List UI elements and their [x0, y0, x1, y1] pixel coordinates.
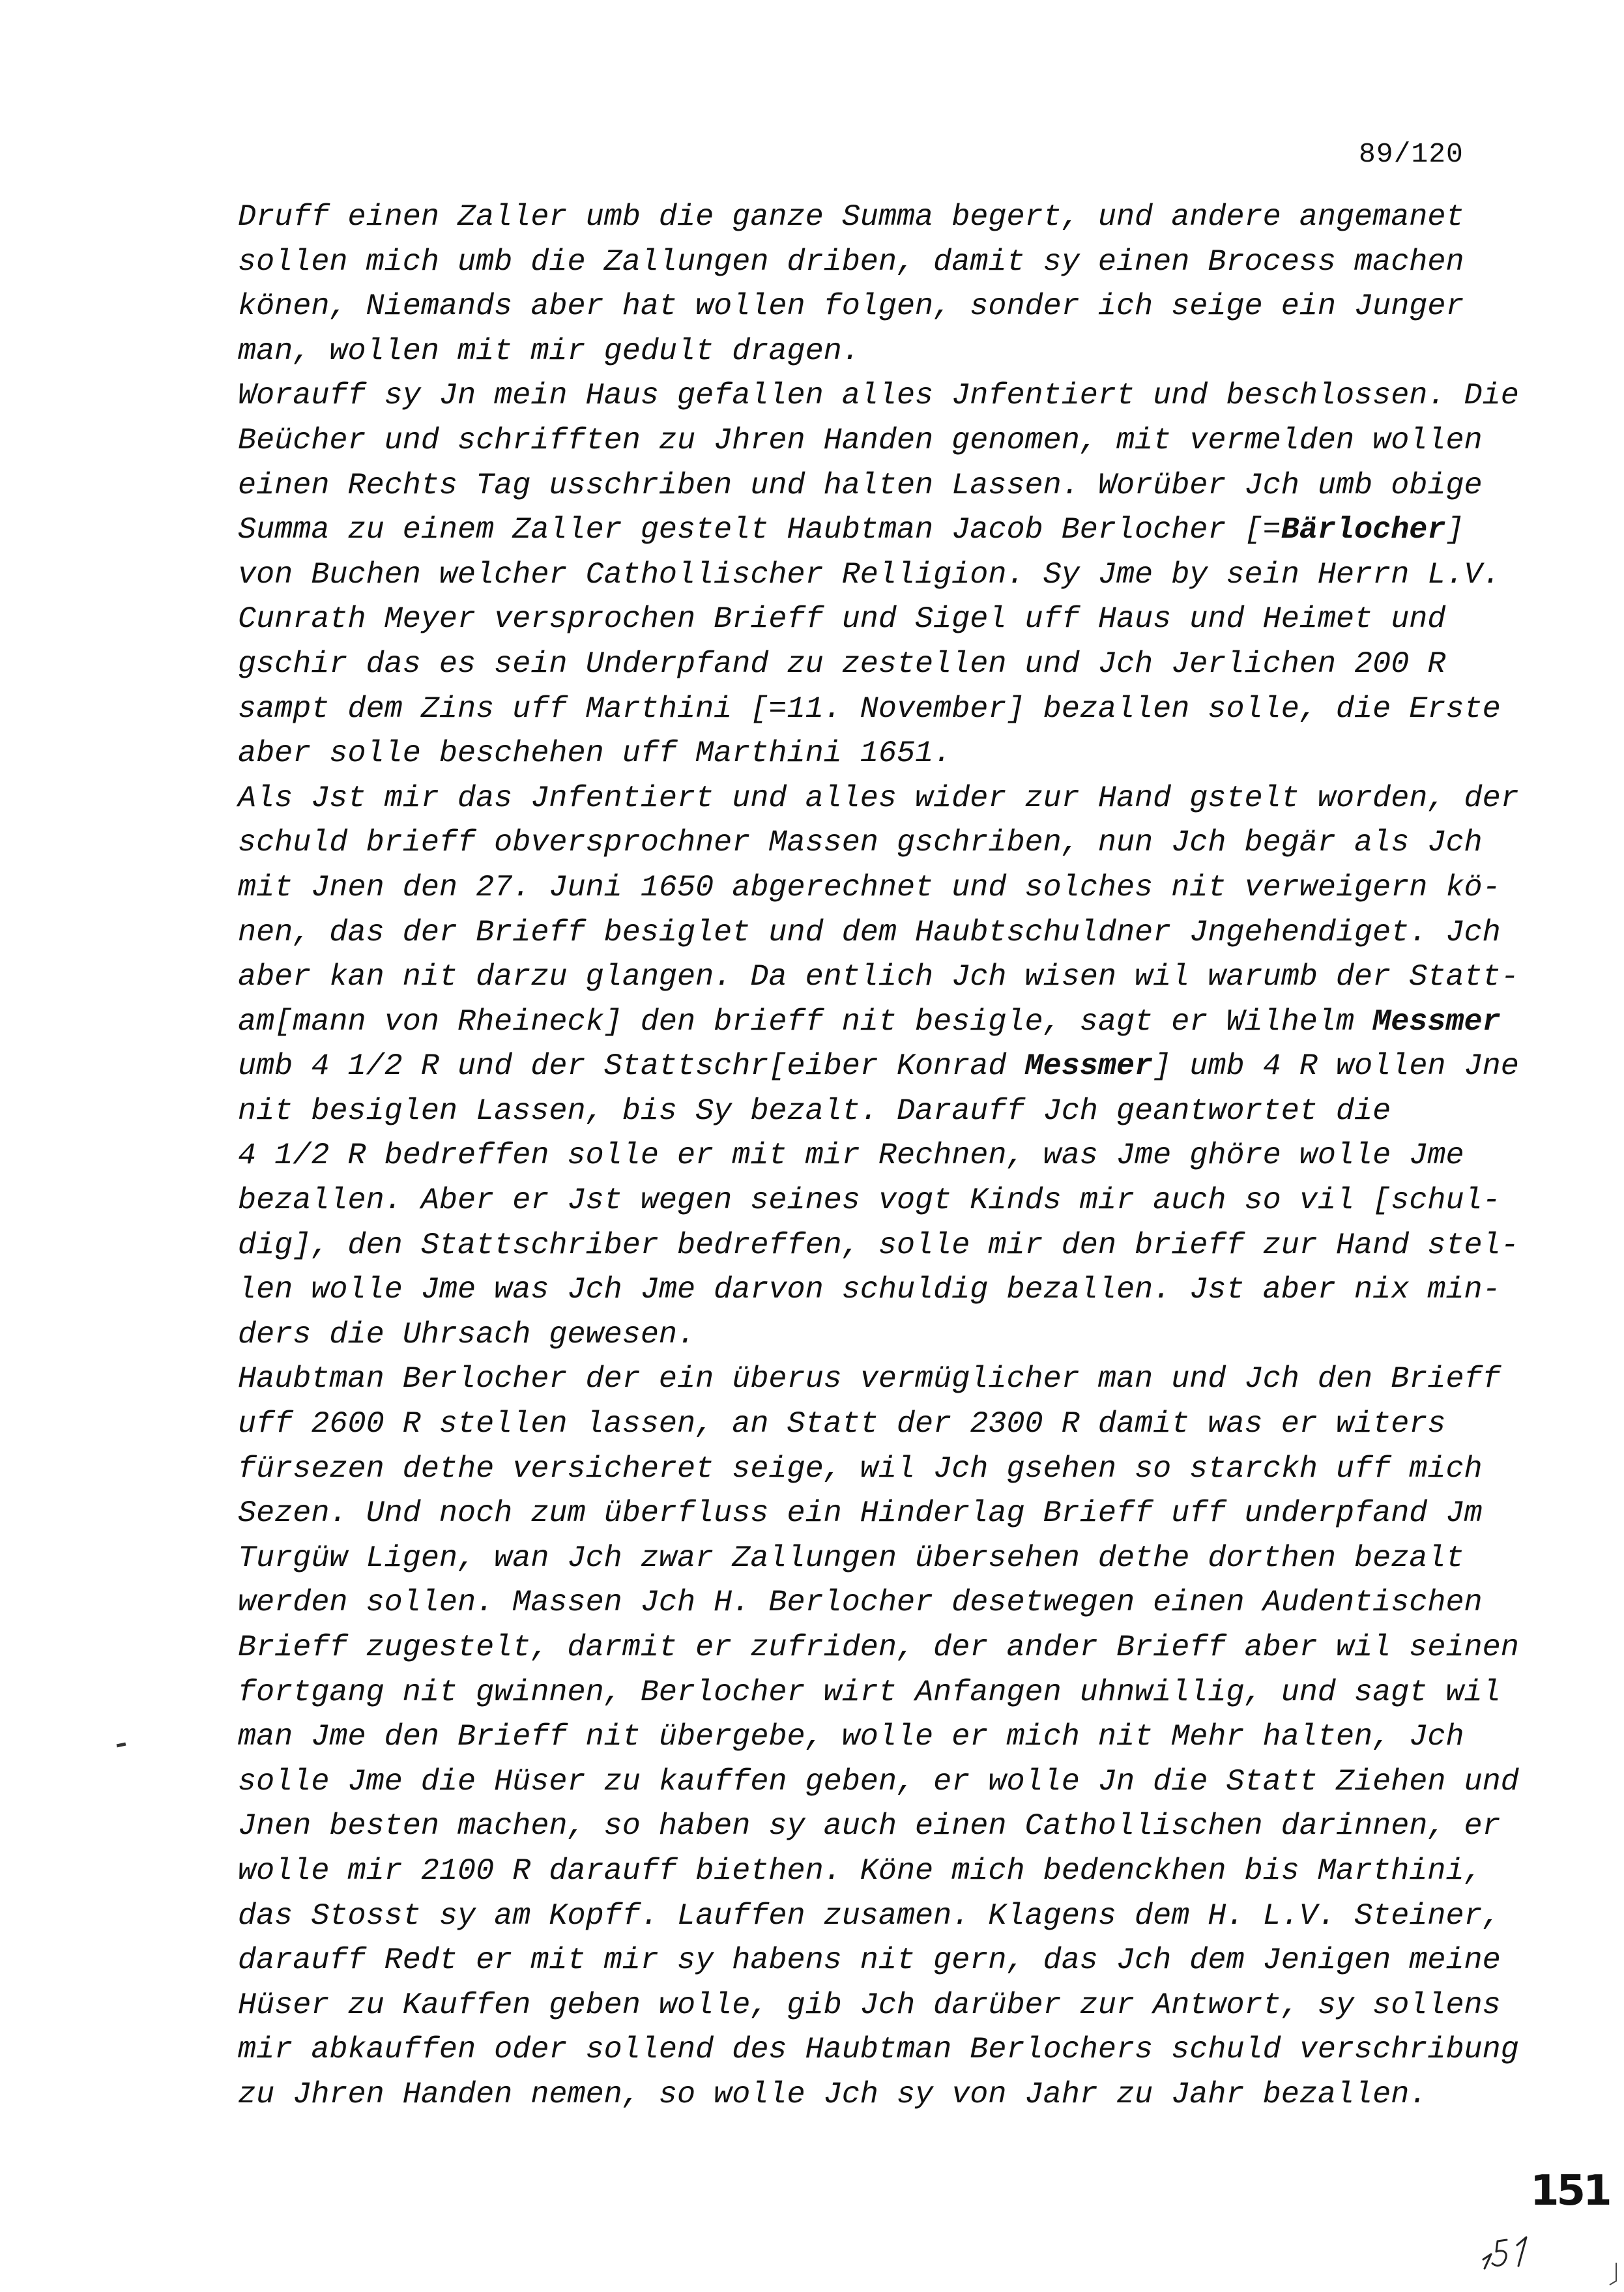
text-segment: solle Jme die Hüser zu kauffen geben, er wolle Jn die Statt Ziehen und — [238, 1764, 1519, 1799]
text-segment: zu Jhren Handen nemen, so wolle Jch sy von Jahr zu Jahr bezallen. — [238, 2077, 1428, 2112]
text-line — [238, 1045, 1519, 1090]
text-line — [238, 2028, 1519, 2073]
text-line — [238, 1402, 1515, 1447]
text-segment: Brieff zugestelt, darmit er zufriden, der ander Brieff aber wil seinen — [238, 1631, 1519, 1665]
text-line — [238, 374, 1519, 419]
text-segment: gschir das es sein Underpfand zu zestellen und Jch Jerlichen 200 R — [238, 646, 1446, 682]
text-segment: nit besiglen Lassen, bis Sy bezalt. Darauff Jch geantwortet die — [238, 1094, 1391, 1129]
text-line — [238, 777, 1519, 822]
text-segment: schuld brieff obversprochner Massen gschriben, nun Jch begär als Jch — [238, 826, 1483, 861]
bold-name: Bärlocher — [1281, 513, 1446, 548]
text-segment: Worauff sy Jn mein Haus gefallen alles Jnfentiert und beschlossen. Die — [238, 379, 1519, 414]
text-segment: nen, das der Brieff besiglet und dem Haubtschuldner Jngehendiget. Jch — [238, 915, 1501, 950]
text-line — [238, 1850, 1515, 1894]
text-line — [238, 866, 1515, 911]
text-line — [238, 643, 1515, 688]
text-segment: Jnen besten machen, so haben sy auch einen Cathollischen darinnen, er — [238, 1809, 1501, 1844]
text-line — [238, 419, 1515, 464]
text-line — [238, 1760, 1519, 1805]
text-segment: werden sollen. Massen Jch H. Berlocher desetwegen einen Audentischen — [238, 1586, 1483, 1621]
text-segment: Haubtman Berlocher der ein überus vermüglicher man und Jch den Brieff — [238, 1362, 1501, 1397]
text-segment: das Stosst sy am Kopff. Lauffen zusamen. Klagens dem H. L.V. Steiner, — [238, 1898, 1501, 1934]
text-segment: man Jme den Brieff nit übergebe, wolle er mich nit Mehr halten, Jch — [238, 1720, 1464, 1755]
text-line — [238, 2073, 1515, 2118]
text-segment: umb 4 1/2 R und der Stattschr[eiber Konrad — [238, 1049, 1025, 1084]
text-line — [238, 821, 1515, 866]
text-line — [238, 1805, 1515, 1850]
text-line — [238, 1492, 1515, 1537]
text-segment: fortgang nit gwinnen, Berlocher wirt Anfangen uhnwillig, und sagt wil — [238, 1675, 1501, 1710]
text-line — [238, 1537, 1515, 1582]
text-line — [238, 1894, 1515, 1939]
text-segment: dig], den Stattschriber bedreffen, solle mir den brieff zur Hand stel- — [238, 1228, 1519, 1263]
text-segment: Als Jst mir das Jnfentiert und alles wider zur Hand gstelt worden, der — [238, 781, 1519, 816]
text-line — [238, 955, 1519, 1000]
text-segment: ders die Uhrsach gewesen. — [238, 1317, 696, 1352]
text-segment: ] — [1445, 513, 1464, 548]
text-line — [238, 1626, 1519, 1671]
margin-mark — [117, 1743, 126, 1748]
text-line — [238, 464, 1515, 509]
text-line — [238, 911, 1515, 956]
text-segment: mit Jnen den 27. Juni 1650 abgerechnet und solches nit verweigern kö- — [238, 870, 1501, 905]
text-line — [238, 1179, 1515, 1224]
text-line — [238, 285, 1515, 330]
text-segment: Druff einen Zaller umb die ganze Summa begert, und andere angemanet — [238, 200, 1464, 235]
text-segment: könen, Niemands aber hat wollen folgen, sonder ich seige ein Junger — [238, 289, 1464, 325]
text-segment: von Buchen welcher Cathollischer Relligion. Sy Jme by sein Herrn L.V. — [238, 557, 1501, 592]
text-segment: Sezen. Und noch zum überfluss ein Hinderlag Brieff uff underpfand Jm — [238, 1496, 1483, 1531]
text-segment: man, wollen mit mir gedult dragen. — [238, 334, 860, 369]
text-line — [238, 688, 1515, 733]
text-line — [238, 196, 1515, 240]
text-line — [238, 732, 1515, 777]
text-line — [238, 1134, 1515, 1179]
text-line — [238, 1984, 1515, 2029]
text-line — [238, 1224, 1519, 1269]
text-segment: Cunrath Meyer versprochen Brieff und Sigel uff Haus und Heimet und — [238, 602, 1446, 637]
text-segment: len wolle Jme was Jch Jme darvon schuldig bezallen. Jst aber nix min- — [238, 1273, 1501, 1308]
corner-mark — [1608, 2261, 1619, 2287]
handwritten-folio-number — [1478, 2226, 1550, 2271]
text-segment: 4 1/2 R bedreffen solle er mit mir Rechnen, was Jme ghöre wolle Jme — [238, 1139, 1464, 1174]
text-segment: ] umb 4 R wollen Jne — [1153, 1049, 1519, 1084]
text-segment: darauff Redt er mit mir sy habens nit gern, das Jch dem Jenigen meine — [238, 1943, 1501, 1979]
text-segment: Hüser zu Kauffen geben wolle, gib Jch darüber zur Antwort, sy sollens — [238, 1988, 1501, 2023]
text-segment: Turgüw Ligen, wan Jch zwar Zallungen übersehen dethe dorthen bezalt — [238, 1541, 1464, 1576]
text-line — [238, 508, 1515, 553]
text-segment: am[mann von Rheineck] den brieff nit besigle, sagt er Wilhelm — [238, 1004, 1373, 1039]
text-line — [238, 1939, 1515, 1984]
text-segment: aber kan nit darzu glangen. Da entlich Jch wisen wil warumb der Statt- — [238, 960, 1519, 995]
text-line — [238, 1671, 1515, 1716]
text-segment: einen Rechts Tag usschriben und halten Lassen. Worüber Jch umb obige — [238, 468, 1483, 503]
text-segment: sampt dem Zins uff Marthini [=11. November] bezallen solle, die Erste — [238, 691, 1501, 727]
text-line — [238, 1000, 1515, 1045]
text-segment: uff 2600 R stellen lassen, an Statt der 2300 R damit was er witers — [238, 1407, 1446, 1442]
bold-name: Messmer — [1372, 1004, 1501, 1039]
archive-stamp-number: 151 — [1530, 2167, 1610, 2215]
text-line — [238, 1715, 1515, 1760]
text-line — [238, 1447, 1515, 1492]
page-number: 89/120 — [1359, 138, 1464, 170]
text-segment: fürsezen dethe versicheret seige, wil Jch gsehen so starckh uff mich — [238, 1451, 1483, 1487]
text-line — [238, 240, 1515, 285]
text-line — [238, 553, 1515, 598]
text-segment: bezallen. Aber er Jst wegen seines vogt Kinds mir auch so vil [schul- — [238, 1183, 1501, 1219]
text-line — [238, 330, 1515, 375]
text-segment: aber solle beschehen uff Marthini 1651. — [238, 736, 952, 772]
text-line — [238, 598, 1515, 643]
transcription-body — [238, 196, 1519, 2118]
text-line — [238, 1313, 1515, 1358]
text-line — [238, 1581, 1515, 1626]
bold-name: Messmer — [1024, 1049, 1153, 1084]
text-segment: Beücher und schrifften zu Jhren Handen genomen, mit vermelden wollen — [238, 423, 1483, 458]
text-line — [238, 1090, 1515, 1135]
text-segment: mir abkauffen oder sollend des Haubtman Berlochers schuld verschribung — [238, 2033, 1519, 2068]
text-line — [238, 1268, 1515, 1313]
text-line — [238, 1357, 1515, 1402]
text-segment: wolle mir 2100 R darauff biethen. Köne mich bedenckhen bis Marthini, — [238, 1853, 1483, 1889]
text-segment: Summa zu einem Zaller gestelt Haubtman Jacob Berlocher [= — [238, 513, 1281, 548]
text-segment: sollen mich umb die Zallungen driben, damit sy einen Brocess machen — [238, 244, 1464, 280]
